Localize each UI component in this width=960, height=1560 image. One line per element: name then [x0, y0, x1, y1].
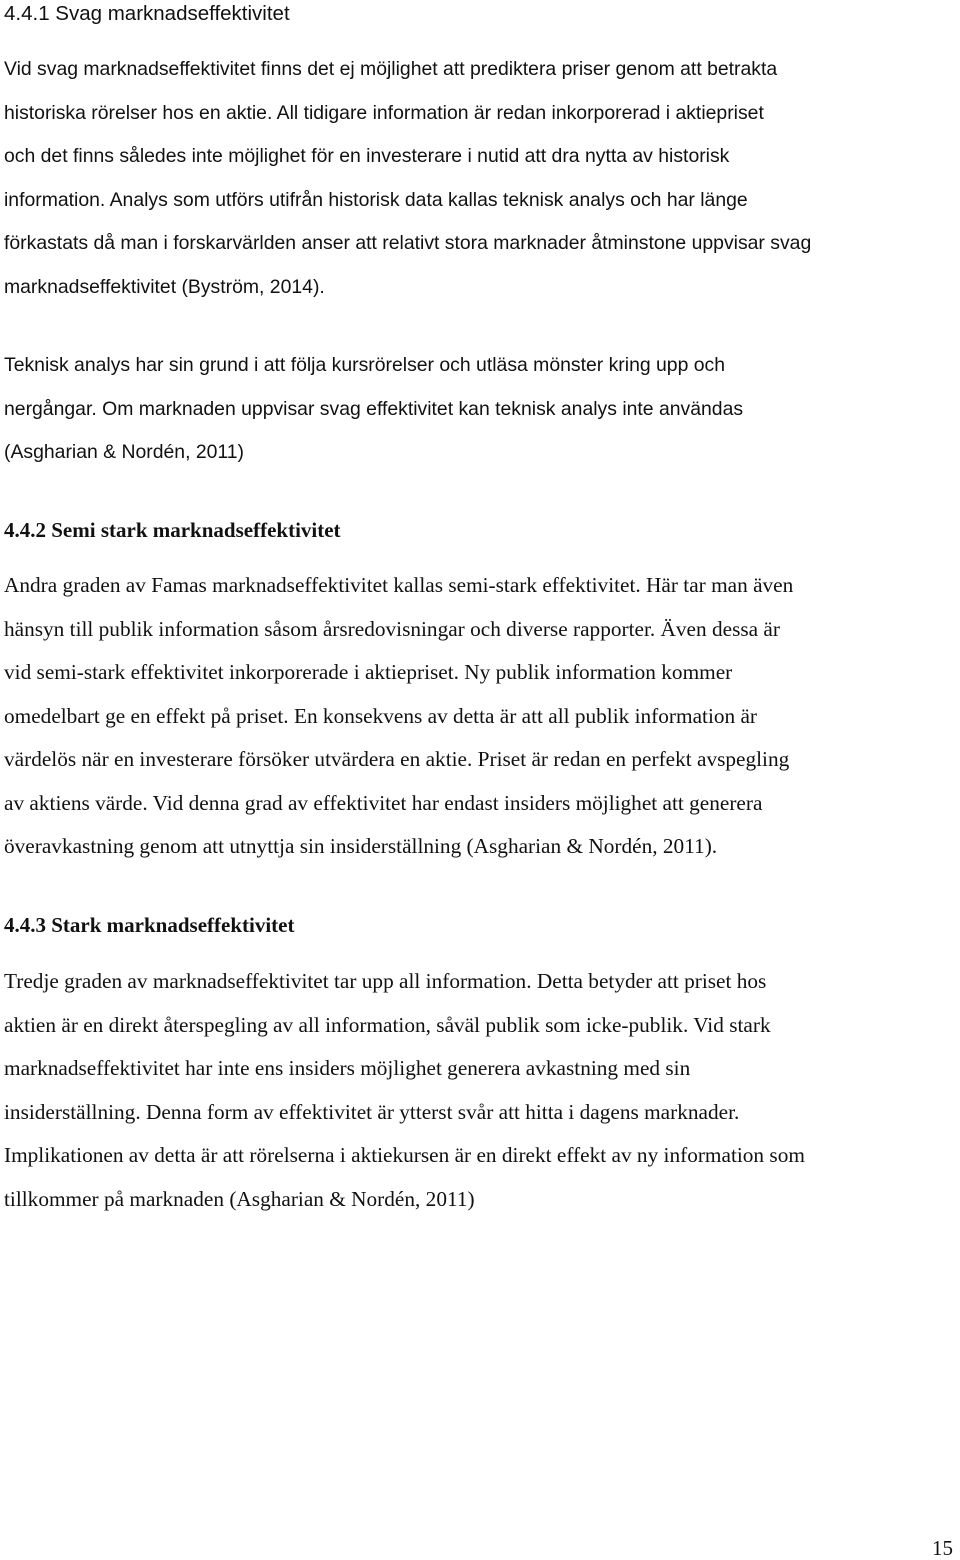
paragraph-semi-strong-efficiency	[4, 571, 793, 876]
text-line: aktien är en direkt återspegling av all information, såväl publik som icke-publik. Vid stark	[4, 1012, 771, 1037]
section-heading-4-4-3: 4.4.3 Stark marknadseffektivitet	[4, 913, 295, 937]
text-line: värdelös när en investerare försöker utvärdera en aktie. Priset är redan en perfekt avspegling	[4, 747, 790, 771]
text-line: och det finns således inte möjlighet för en investerare i nutid att dra nytta av historisk	[4, 145, 730, 167]
text-line: historiska rörelser hos en aktie. All tidigare information är redan inkorporerad i aktiepriset	[4, 101, 764, 124]
text-line: tillkommer på marknaden (Asgharian & Nordén, 2011)	[4, 1186, 475, 1211]
text-line: nergångar. Om marknaden uppvisar svag effektivitet kan teknisk analys inte användas	[4, 397, 744, 420]
page-number: 15	[932, 1536, 953, 1560]
text-line: vid semi-stark effektivitet inkorporerade i aktiepriset. Ny publik information kommer	[4, 660, 733, 684]
section-heading-4-4-1: 4.4.1 Svag marknadseffektivitet	[4, 2, 290, 25]
text-line: överavkastning genom att utnyttja sin insiderställning (Asgharian & Nordén, 2011).	[4, 834, 718, 858]
paragraph-weak-efficiency-1	[4, 55, 811, 316]
text-line: marknadseffektivitet har inte ens insiders möjlighet generera avkastning med sin	[4, 1056, 691, 1080]
section-heading-4-4-2: 4.4.2 Semi stark marknadseffektivitet	[4, 518, 341, 542]
text-line: Andra graden av Famas marknadseffektivitet kallas semi-stark effektivitet. Här tar man även	[4, 573, 794, 597]
text-line: Implikationen av detta är att rörelserna i aktiekursen är en direkt effekt av ny information som	[4, 1143, 805, 1167]
text-line: information. Analys som utförs utifrån historisk data kallas teknisk analys och har länge	[4, 188, 748, 211]
text-line: förkastats då man i forskarvärlden anser att relativt stora marknader åtminstone uppvisar svag	[4, 232, 812, 254]
text-line: omedelbart ge en effekt på priset. En konsekvens av detta är att all publik information är	[4, 703, 758, 728]
text-line: av aktiens värde. Vid denna grad av effektivitet har endast insiders möjlighet att generera	[4, 790, 763, 815]
paragraph-strong-efficiency	[4, 967, 805, 1228]
text-line: insiderställning. Denna form av effektivitet är ytterst svår att hitta i dagens marknader.	[4, 1099, 740, 1124]
text-line: Teknisk analys har sin grund i att följa kursrörelser och utläsa mönster kring upp och	[4, 354, 726, 376]
text-line: Vid svag marknadseffektivitet finns det ej möjlighet att prediktera priser genom att betrakta	[4, 58, 778, 80]
text-line: marknadseffektivitet (Byström, 2014).	[4, 275, 325, 298]
paragraph-weak-efficiency-2	[4, 351, 743, 482]
text-line: Tredje graden av marknadseffektivitet tar upp all information. Detta betyder att priset hos	[4, 969, 767, 993]
text-line: hänsyn till publik information såsom årsredovisningar och diverse rapporter. Även dessa är	[4, 616, 780, 641]
text-line: (Asgharian & Nordén, 2011)	[4, 441, 245, 463]
